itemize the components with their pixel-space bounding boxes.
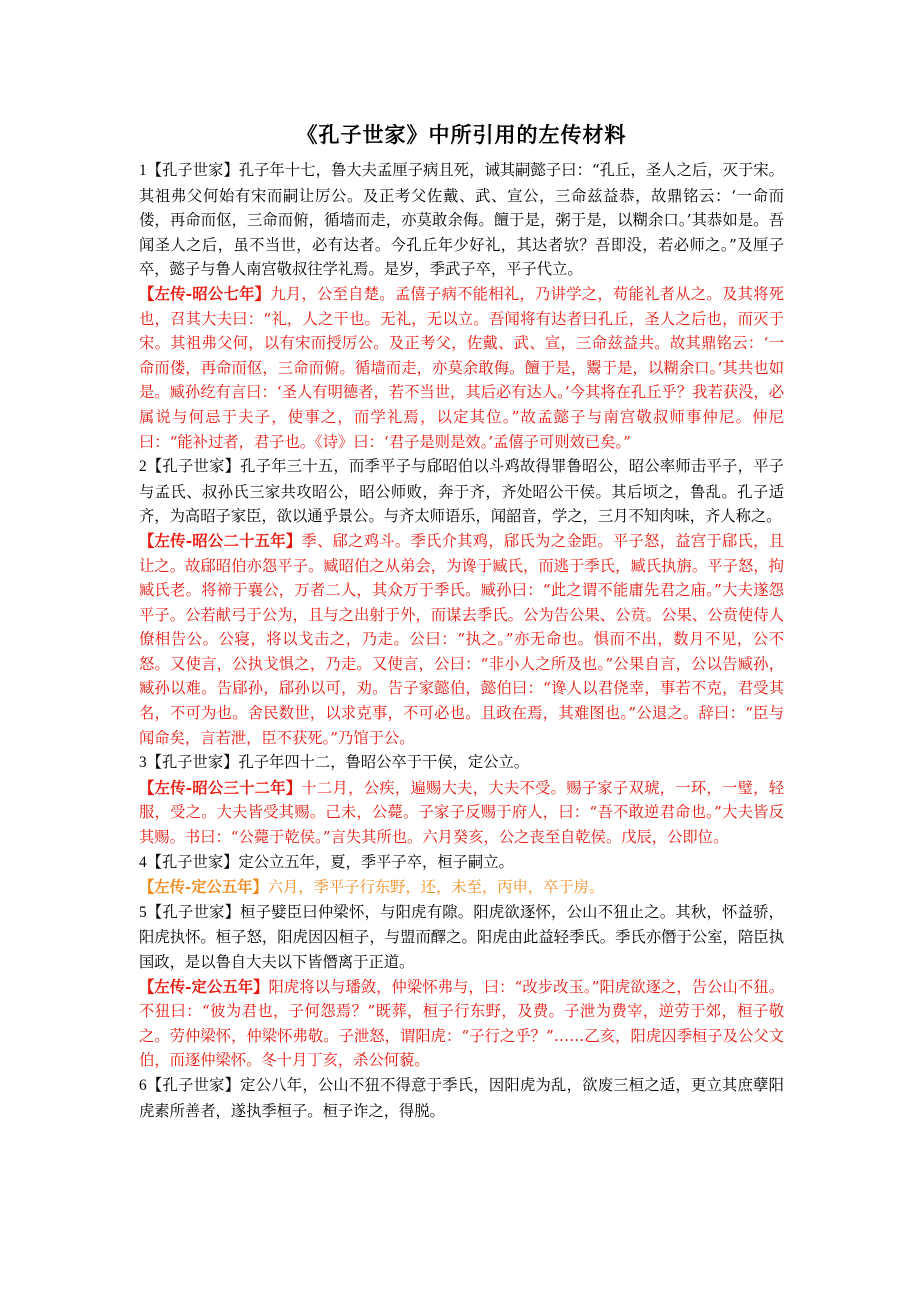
shiji-text: 桓子嬖臣曰仲梁怀，与阳虎有隙。阳虎欲逐怀，公山不狃止之。其秋，怀益骄，阳虎执怀。桓子怒，阳虎因囚桓子，与盟而醳之。阳虎由此益轻季氏。季氏亦僭于公室，陪臣执国政，是以鲁自大夫以下皆僭离于正道。 [139, 902, 784, 971]
zuozhuan-text: 九月，公至自楚。孟僖子病不能相礼，乃讲学之，苟能礼者从之。及其将死也，召其大夫曰：“礼，人之干也。无礼，无以立。吾闻将有达者曰孔丘，圣人之后也，而灭于宋。其祖弗父何，以有宋而授厉公。及正考父，佐戴、武、宣，三命兹益共。故其鼎铭云：‘一命而偻，再命而伛，三命而俯。循墙而走，亦莫余敢侮。饘于是，鬻于是，以糊余口。’其共也如是。臧孙纥有言曰：‘圣人有明德者，若不当世，其后必有达人。’今其将在孔丘乎？我若获没，必属说与何忌于夫子，使事之，而学礼焉，以定其位。”故孟懿子与南宫敬叔师事仲尼。仲尼曰：“能补过者，君子也。《诗》曰：‘君子是则是效。’孟僖子可则效已矣。” [139, 284, 784, 451]
document-page [139, 120, 784, 1123]
shiji-paragraph [139, 900, 784, 975]
shiji-paragraph [139, 750, 784, 776]
shiji-source-tag: 【孔子世家】 [146, 161, 239, 179]
zuozhuan-paragraph [139, 282, 784, 454]
shiji-paragraph [139, 454, 784, 529]
shiji-text: 孔子年十七，鲁大夫孟厘子病且死，诫其嗣懿子曰：“孔丘，圣人之后，灭于宋。其祖弗父何始有宋而嗣让厉公。及正考父佐戴、武、宣公，三命兹益恭，故鼎铭云：‘一命而偻，再命而伛，三命而俯，循墙而走，亦莫敢余侮。饘于是，粥于是，以糊余口。’其恭如是。吾闻圣人之后，虽不当世，必有达者。今孔丘年少好礼，其达者欤？吾即没，若必师之。”及厘子卒，懿子与鲁人南宫敬叔往学礼焉。是岁，季武子卒，平子代立。 [139, 161, 784, 279]
shiji-paragraph [139, 850, 784, 876]
zuozhuan-paragraph [139, 975, 784, 1073]
section-number: 6 [139, 1076, 147, 1094]
zuozhuan-source-tag: 【左传-昭公三十二年】 [139, 778, 302, 797]
shiji-paragraph [139, 158, 784, 282]
shiji-text: 孔子年四十二，鲁昭公卒于干侯，定公立。 [238, 753, 530, 772]
section-number: 5 [139, 903, 147, 921]
zuozhuan-paragraph [139, 529, 784, 750]
section-number: 2 [139, 458, 147, 476]
shiji-source-tag: 【孔子世家】 [146, 852, 239, 871]
shiji-source-tag: 【孔子世家】 [146, 902, 241, 921]
section-number: 4 [139, 853, 147, 871]
zuozhuan-source-tag: 【左传-昭公二十五年】 [139, 531, 302, 550]
zuozhuan-source-tag: 【左传-定公五年】 [139, 878, 268, 897]
zuozhuan-paragraph [139, 875, 784, 900]
shiji-paragraph [139, 1073, 784, 1123]
zuozhuan-paragraph [139, 776, 784, 850]
zuozhuan-source-tag: 【左传-昭公七年】 [139, 284, 271, 303]
page-title: 《孔子世家》中所引用的左传材料 [296, 123, 627, 147]
shiji-text: 定公八年，公山不狃不得意于季氏，因阳虎为乱，欲废三桓之适，更立其庶孽阳虎素所善者，遂执季桓子。桓子诈之，得脱。 [139, 1075, 784, 1120]
shiji-source-tag: 【孔子世家】 [146, 1075, 241, 1094]
zuozhuan-text: 十二月，公疾，遍赐大夫，大夫不受。赐子家子双琥，一环，一璧，轻服，受之。大夫皆受其赐。己未，公薨。子家子反赐于府人，曰：“吾不敢逆君命也。”大夫皆反其赐。书曰：“公薨于乾侯。”言失其所也。六月癸亥，公之丧至自乾侯。戊辰，公即位。 [139, 778, 784, 847]
shiji-source-tag: 【孔子世家】 [146, 457, 241, 476]
section-number: 1 [139, 162, 147, 179]
shiji-text: 孔子年三十五，而季平子与郈昭伯以斗鸡故得罪鲁昭公，昭公率师击平子，平子与孟氏、叔孙氏三家共攻昭公，昭公师败，奔于齐，齐处昭公干侯。其后顷之，鲁乱。孔子适齐，为高昭子家臣，欲以通乎景公。与齐太师语乐，闻韶音，学之，三月不知肉味，齐人称之。 [139, 457, 784, 526]
shiji-text: 定公立五年，夏，季平子卒，桓子嗣立。 [238, 852, 514, 871]
shiji-source-tag: 【孔子世家】 [146, 753, 239, 772]
zuozhuan-source-tag: 【左传-定公五年】 [139, 977, 269, 996]
sections-list [139, 158, 784, 1123]
zuozhuan-text: 季、郈之鸡斗。季氏介其鸡，郈氏为之金距。平子怒，益宫于郈氏，且让之。故郈昭伯亦怨平子。臧昭伯之从弟会，为谗于臧氏，而逃于季氏，臧氏执旃。平子怒，拘臧氏老。将禘于襄公，万者二人，其众万于季氏。臧孙曰：“此之谓不能庸先君之庙。”大夫遂怨平子。公若献弓于公为，且与之出射于外，而谋去季氏。公为告公果、公贲。公果、公贲使侍人僚相告公。公寝，将以戈击之，乃走。公曰：“执之。”亦无命也。惧而不出，数月不见，公不怒。又使言，公执戈惧之，乃走。又使言，公曰：“非小人之所及也。”公果自言，公以告臧孙，臧孙以难。告郈孙，郈孙以可，劝。告子家懿伯，懿伯曰：“谗人以君侥幸，事若不克，君受其名，不可为也。舍民数世，以求克事，不可必也。且政在焉，其难图也。”公退之。辞曰：“臣与闻命矣，言若泄，臣不获死。”乃馆于公。 [139, 531, 784, 747]
zuozhuan-text: 六月，季平子行东野，还，未至，丙申，卒于房。 [267, 878, 605, 897]
zuozhuan-text: 阳虎将以与璠敛，仲梁怀弗与，曰：“改步改玉。”阳虎欲逐之，告公山不狃。不狃曰：“彼为君也，子何怨焉？”既葬，桓子行东野，及费。子泄为费宰，逆劳于郊，桓子敬之。劳仲梁怀，仲梁怀弗敬。子泄怒，谓阳虎：“子行之乎？”……乙亥，阳虎囚季桓子及公父文伯，而逐仲梁怀。冬十月丁亥，杀公何藐。 [139, 977, 784, 1070]
section-number: 3 [139, 754, 147, 772]
